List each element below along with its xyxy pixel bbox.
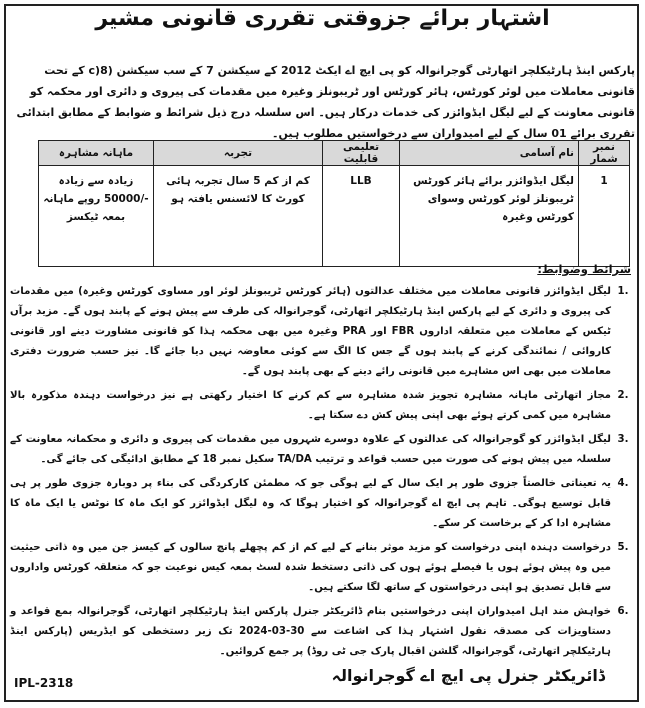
condition-text: لیگل ایڈوائزر کو گوجرانوالہ کی عدالتوں کے علاوہ دوسرے شہروں میں مقدمات کی پیروی و دائری و محکمانہ معاونت کے سلسلہ میں پیش ہونے کی صورت میں حسب قواعد و ترتیب TA/DA سکیل نمبر 18 کے مطابق ادائیگی کی جائے گی۔ (10, 434, 611, 465)
reference-number: IPL-2318 (14, 676, 74, 690)
conditions-heading: شرائط وضوابط: (537, 262, 631, 276)
header-num: نمبر شمار (579, 141, 630, 166)
row-salary: زیادہ سے زیادہ -/50000 روپے ماہانہ بمعہ ٹیکسز (39, 166, 154, 267)
condition-number: 6. (617, 606, 629, 617)
conditions-list (10, 282, 635, 666)
row-experience: کم از کم 5 سال تجربہ ہائی کورٹ کا لائسنس یافتہ ہو (154, 166, 323, 267)
condition-item (10, 282, 635, 382)
header-experience: تجربہ (154, 141, 323, 166)
signature: ڈائریکٹر جنرل پی ایچ اے گوجرانوالہ (331, 666, 605, 685)
row-post-name: لیگل ایڈوائزر برائے ہائر کورٹس ٹریبونلز لوئر کورٹس وسوای کورٹس وغیرہ (400, 166, 579, 267)
condition-item (10, 474, 635, 534)
condition-number: 3. (617, 434, 629, 445)
condition-text: خواہش مند اہل امیدواران اپنی درخواستیں بنام ڈائریکٹر جنرل پارکس اینڈ ہارٹیکلچر اتھارٹی، گوجرانوالہ بمع قواعد و دستاویزات کی مصدقہ نقول اشتہار ہذا کی اشاعت سے 30-03-2024 تک زیر دستخطی کو ایڈریس (پارکس اینڈ ہارٹیکلچر اتھارٹی، گوجرانوالہ گلشن اقبال پارک جی ٹی روڈ) پر جمع کروائیں۔ (10, 606, 611, 657)
row-qualification: LLB (323, 166, 400, 267)
header-qualification: تعلیمی قابلیت (323, 141, 400, 166)
condition-item (10, 386, 635, 426)
condition-item (10, 538, 635, 598)
condition-text: یہ تعیناتی خالصتاً جزوی طور پر ایک سال کے لیے ہوگی جو کہ مطمئن کارکردگی کی بناء پر دوبارہ جزوی طور پر ہی قابل توسیع ہوگی۔ تاہم پی ایچ اے گوجرانوالہ کو اختیار ہوگا کہ وہ لیگل ایڈوائزر کو ایک ماہ کا نوٹس یا ایک ماہ کا مشاہرہ ادا کر کے برخاست کر سکے۔ (10, 478, 611, 529)
header-post-name: نام آسامی (400, 141, 579, 166)
condition-text: لیگل ایڈوائزر قانونی معاملات میں مختلف عدالتوں (ہائر کورٹس ٹریبونلز لوئر اور مساوی کورٹس وغیرہ) میں مقدمات کی پیروی و دائری کے لیے پارکس اینڈ ہارٹیکلچر اتھارٹی، گوجرانوالہ کی طرف سے پیش ہونے کے پابند ہوں گے۔ مزید برآں ٹیکس کے معاملات میں متعلقہ اداروں FBR اور PRA وغیرہ میں بھی محکمہ ہذا کو قانونی مشاورت دینے اور قانونی کاروائی / نمائندگی کرنے کے پابند ہوں گے جس کا الگ سے کوئی معاوضہ نہیں دیا جائے گا۔ نیز حسب ضرورت دفتری معاملات میں بھی اس مشاہرے میں قانونی رائے دینے کے بھی پابند ہوں گے۔ (10, 286, 611, 377)
condition-text: درخواست دہندہ اپنی درخواست کو مزید موثر بنانے کے لیے کم از کم پچھلے پانچ سالوں کے کیسز جن میں وہ ذاتی حیثیت میں وہ پیش ہوئے ہوں یا فیصلے ہوئے ہوں کی ذاتی دستخط شدہ لسٹ بمعہ کیس نوعیت جو کہ متعلقہ کورٹس واداروں سے قابل تصدیق ہو اپنی درخواستوں کے ساتھ لگا سکتے ہیں۔ (10, 542, 611, 593)
condition-number: 2. (617, 390, 629, 401)
posts-table (38, 140, 630, 267)
condition-number: 1. (617, 286, 629, 297)
table-row (39, 166, 630, 267)
condition-item (10, 602, 635, 662)
condition-text: مجاز اتھارٹی ماہانہ مشاہرہ تجویز شدہ مشاہرہ سے کم کرنے کا اختیار رکھتی ہے نیز درخواست دہندہ مذکورہ بالا مشاہرہ میں کمی کرتے ہوئے بھی اپنی پیش کش دے سکتا ہے۔ (10, 390, 611, 421)
row-num: 1 (579, 166, 630, 267)
condition-number: 4. (617, 478, 629, 489)
intro-paragraph: پارکس اینڈ ہارٹیکلچر اتھارٹی گوجرانوالہ کو پی ایچ اے ایکٹ 2012 کے سیکشن 7 کے سب سیکشن (8(c کے تحت قانونی معاملات میں لوئر کورٹس، ہائر کورٹس اور ٹریبونلز وغیرہ میں مقدمات کی پیروی و دائری اور محکمہ کو قانونی معاونت کے لیے لیگل ایڈوائزر کی خدمات درکار ہیں۔ اس سلسلہ درج ذیل شرائط و ضوابط کے مطابق ابتدائی تقرری برائے 01 سال کے لیے امیدواران سے درخواستیں مطلوب ہیں۔ (16, 64, 635, 140)
header-salary: ماہانہ مشاہرہ (39, 141, 154, 166)
condition-number: 5. (617, 542, 629, 553)
condition-item (10, 430, 635, 470)
ad-title: اشتہار برائے جزوقتی تقرری قانونی مشیر (95, 6, 550, 31)
table-header-row (39, 141, 630, 166)
